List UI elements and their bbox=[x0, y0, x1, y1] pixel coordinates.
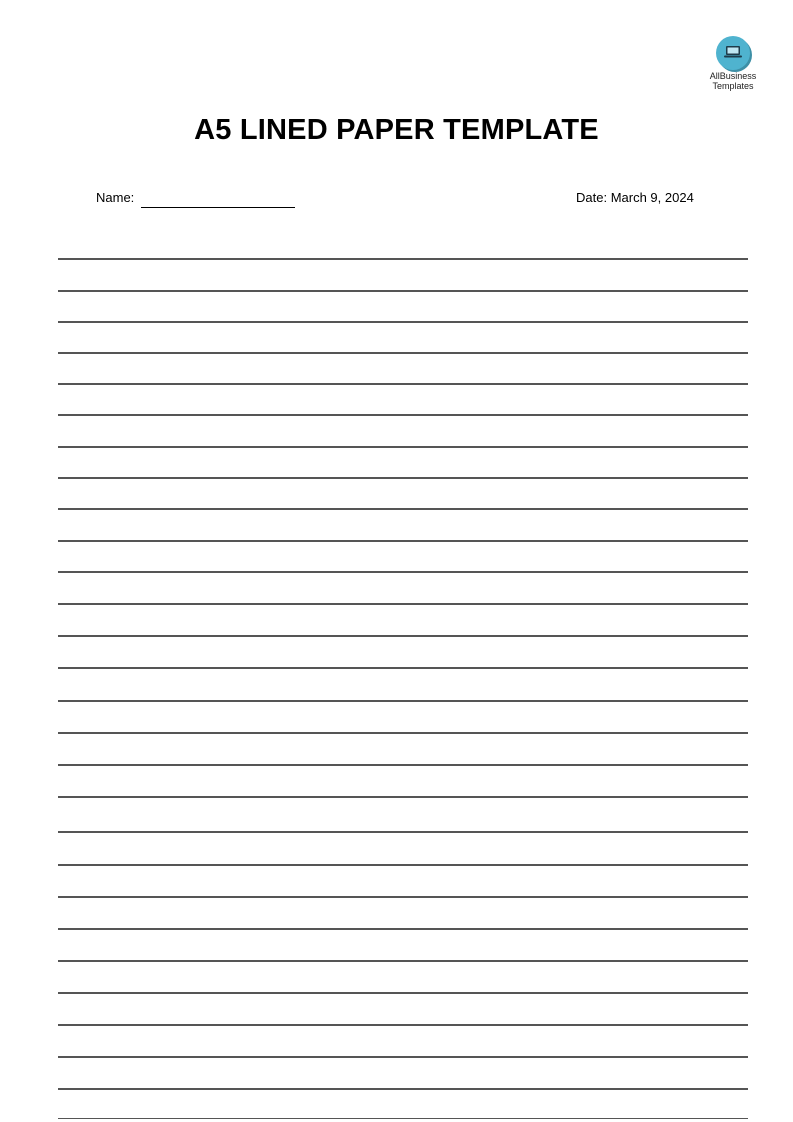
ruled-line bbox=[58, 321, 748, 323]
ruled-line bbox=[58, 571, 748, 573]
logo-text-line2: Templates bbox=[712, 81, 754, 91]
date-field bbox=[576, 190, 694, 205]
ruled-line bbox=[58, 1088, 748, 1090]
ruled-line bbox=[58, 928, 748, 930]
ruled-line bbox=[58, 700, 748, 702]
ruled-line bbox=[58, 258, 748, 260]
ruled-line bbox=[58, 635, 748, 637]
ruled-line bbox=[58, 896, 748, 898]
laptop-icon bbox=[716, 36, 750, 70]
ruled-line bbox=[58, 352, 748, 354]
ruled-line bbox=[58, 603, 748, 605]
ruled-line bbox=[58, 1024, 748, 1026]
ruled-line bbox=[58, 796, 748, 798]
ruled-line bbox=[58, 508, 748, 510]
ruled-line bbox=[58, 383, 748, 385]
ruled-line bbox=[58, 864, 748, 866]
date-label: Date: bbox=[576, 190, 608, 205]
ruled-line bbox=[58, 1056, 748, 1058]
ruled-line bbox=[58, 831, 748, 833]
logo-text-line1: AllBusiness bbox=[709, 71, 757, 81]
ruled-line bbox=[58, 960, 748, 962]
ruled-line bbox=[58, 477, 748, 479]
page-title: A5 LINED PAPER TEMPLATE bbox=[194, 114, 599, 146]
ruled-line bbox=[58, 667, 748, 669]
ruled-line bbox=[58, 446, 748, 448]
ruled-line bbox=[58, 290, 748, 292]
name-field[interactable] bbox=[141, 207, 295, 208]
name-label: Name: bbox=[96, 190, 135, 205]
date-value: March 9, 2024 bbox=[610, 190, 694, 205]
ruled-line bbox=[58, 764, 748, 766]
ruled-line bbox=[58, 414, 748, 416]
ruled-line bbox=[58, 540, 748, 542]
ruled-line bbox=[58, 1118, 748, 1119]
ruled-line bbox=[58, 992, 748, 994]
ruled-line bbox=[58, 732, 748, 734]
brand-logo bbox=[700, 36, 766, 91]
